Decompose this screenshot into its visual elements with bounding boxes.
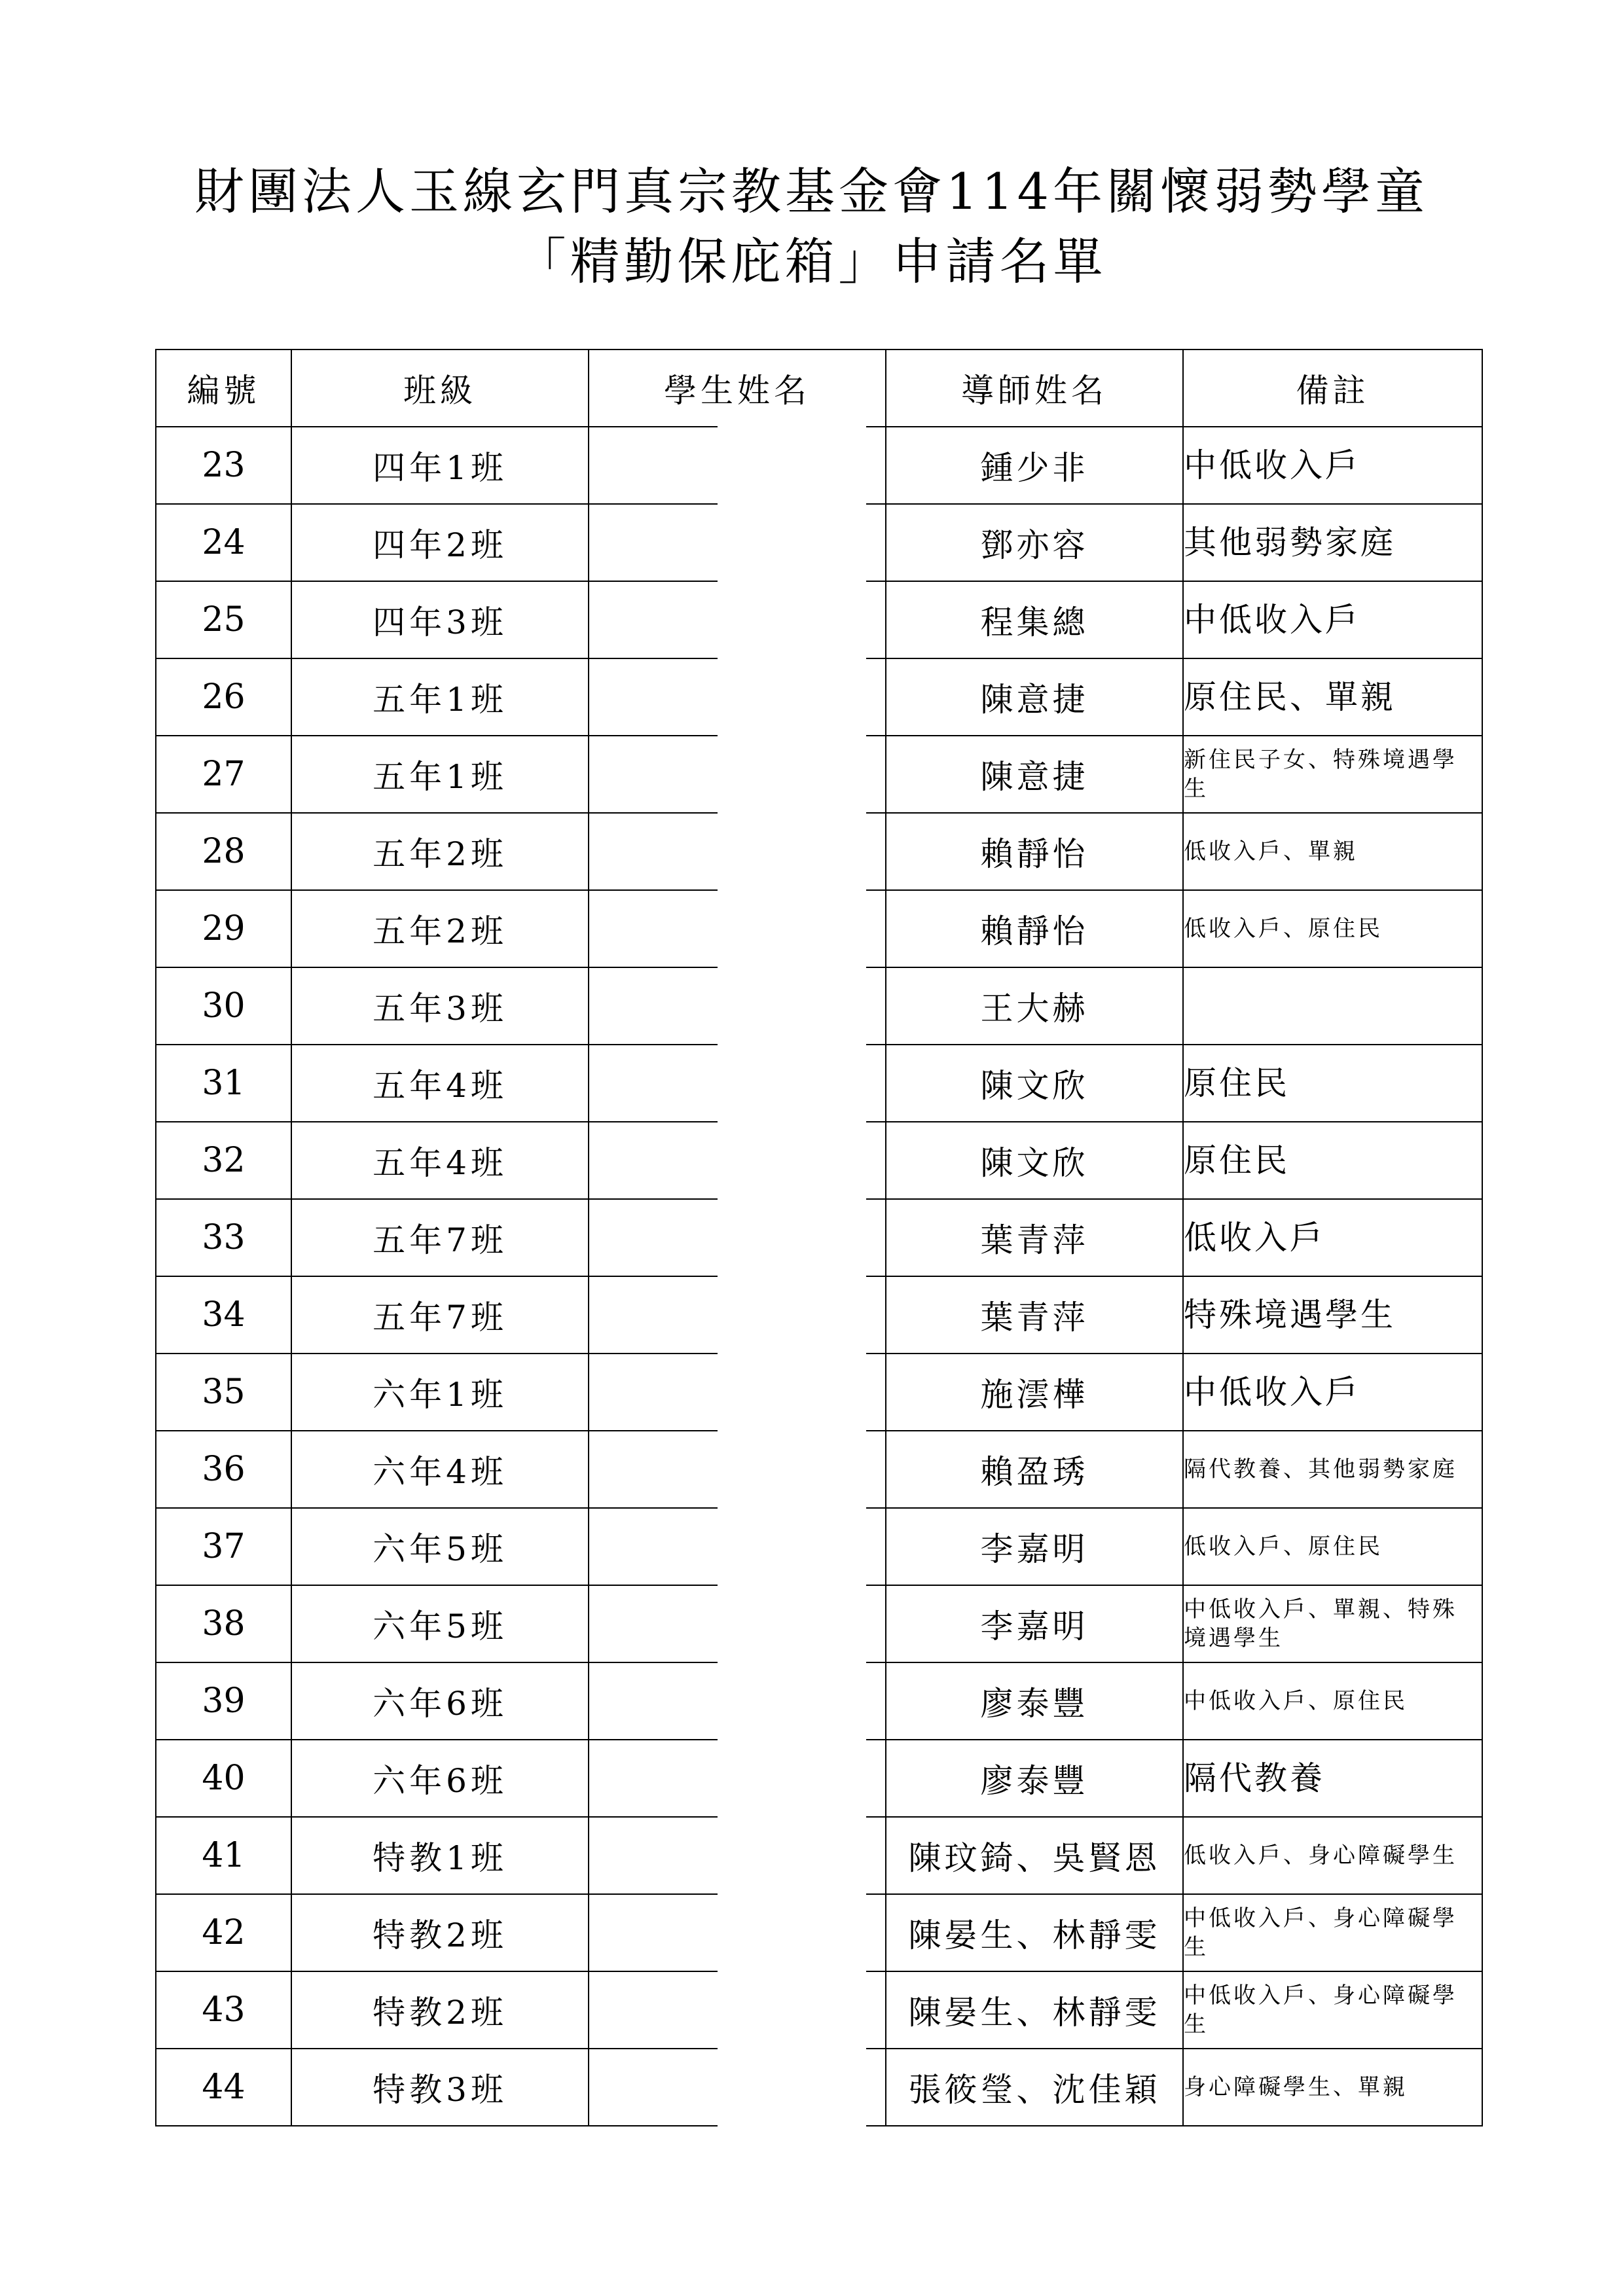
table-header-row bbox=[156, 350, 1482, 427]
row-teacher-name: 廖泰豐 bbox=[886, 1662, 1183, 1740]
row-remarks: 中低收入戶、原住民 bbox=[1183, 1662, 1482, 1740]
row-class: 六年5班 bbox=[291, 1508, 589, 1585]
row-class: 特教1班 bbox=[291, 1817, 589, 1894]
row-number: 25 bbox=[156, 581, 291, 658]
row-class: 五年2班 bbox=[291, 890, 589, 967]
row-remarks: 中低收入戶、單親、特殊境遇學生 bbox=[1183, 1585, 1482, 1662]
row-teacher-name: 鍾少非 bbox=[886, 427, 1183, 504]
row-teacher-name: 陳晏生、林靜雯 bbox=[886, 1971, 1183, 2049]
row-teacher-name: 李嘉明 bbox=[886, 1585, 1183, 1662]
row-teacher-name: 張筱瑩、沈佳穎 bbox=[886, 2049, 1183, 2126]
row-remarks: 中低收入戶、身心障礙學生 bbox=[1183, 1971, 1482, 2049]
row-class: 四年2班 bbox=[291, 504, 589, 581]
header-class: 班級 bbox=[291, 350, 589, 427]
row-class: 五年1班 bbox=[291, 658, 589, 736]
row-class: 六年5班 bbox=[291, 1585, 589, 1662]
row-remarks: 身心障礙學生、單親 bbox=[1183, 2049, 1482, 2126]
row-number: 29 bbox=[156, 890, 291, 967]
row-class: 特教2班 bbox=[291, 1894, 589, 1971]
row-teacher-name: 陳玟錡、吳賢恩 bbox=[886, 1817, 1183, 1894]
row-teacher-name: 賴靜怡 bbox=[886, 813, 1183, 890]
row-remarks: 低收入戶、身心障礙學生 bbox=[1183, 1817, 1482, 1894]
row-teacher-name: 賴盈琇 bbox=[886, 1431, 1183, 1508]
header-student-name: 學生姓名 bbox=[589, 350, 886, 427]
row-number: 31 bbox=[156, 1045, 291, 1122]
row-number: 44 bbox=[156, 2049, 291, 2126]
row-class: 四年3班 bbox=[291, 581, 589, 658]
row-number: 34 bbox=[156, 1276, 291, 1354]
row-class: 特教2班 bbox=[291, 1971, 589, 2049]
row-remarks: 新住民子女、特殊境遇學生 bbox=[1183, 736, 1482, 813]
row-number: 32 bbox=[156, 1122, 291, 1199]
row-class: 五年1班 bbox=[291, 736, 589, 813]
row-class: 五年2班 bbox=[291, 813, 589, 890]
header-teacher-name: 導師姓名 bbox=[886, 350, 1183, 427]
row-remarks: 低收入戶、原住民 bbox=[1183, 1508, 1482, 1585]
row-teacher-name: 鄧亦容 bbox=[886, 504, 1183, 581]
row-number: 24 bbox=[156, 504, 291, 581]
row-class: 六年6班 bbox=[291, 1662, 589, 1740]
row-teacher-name: 陳意捷 bbox=[886, 658, 1183, 736]
row-remarks: 低收入戶、單親 bbox=[1183, 813, 1482, 890]
row-class: 五年7班 bbox=[291, 1199, 589, 1276]
row-class: 五年7班 bbox=[291, 1276, 589, 1354]
row-remarks: 原住民 bbox=[1183, 1045, 1482, 1122]
row-class: 五年4班 bbox=[291, 1045, 589, 1122]
row-number: 26 bbox=[156, 658, 291, 736]
redaction-block bbox=[718, 425, 866, 2128]
row-teacher-name: 陳晏生、林靜雯 bbox=[886, 1894, 1183, 1971]
row-teacher-name: 施澐樺 bbox=[886, 1354, 1183, 1431]
row-class: 特教3班 bbox=[291, 2049, 589, 2126]
row-number: 37 bbox=[156, 1508, 291, 1585]
row-remarks: 原住民、單親 bbox=[1183, 658, 1482, 736]
row-teacher-name: 廖泰豐 bbox=[886, 1740, 1183, 1817]
row-class: 六年6班 bbox=[291, 1740, 589, 1817]
row-teacher-name: 王大赫 bbox=[886, 967, 1183, 1045]
row-class: 五年4班 bbox=[291, 1122, 589, 1199]
row-number: 30 bbox=[156, 967, 291, 1045]
row-class: 四年1班 bbox=[291, 427, 589, 504]
row-teacher-name: 陳文欣 bbox=[886, 1122, 1183, 1199]
row-number: 41 bbox=[156, 1817, 291, 1894]
row-number: 39 bbox=[156, 1662, 291, 1740]
row-number: 42 bbox=[156, 1894, 291, 1971]
document-title-line-2: 「精勤保庇箱」申請名單 bbox=[516, 232, 1107, 291]
row-remarks: 其他弱勢家庭 bbox=[1183, 504, 1482, 581]
row-number: 38 bbox=[156, 1585, 291, 1662]
row-remarks: 低收入戶、原住民 bbox=[1183, 890, 1482, 967]
row-remarks: 低收入戶 bbox=[1183, 1199, 1482, 1276]
row-teacher-name: 葉青萍 bbox=[886, 1199, 1183, 1276]
row-remarks: 原住民 bbox=[1183, 1122, 1482, 1199]
row-number: 40 bbox=[156, 1740, 291, 1817]
row-remarks: 中低收入戶、身心障礙學生 bbox=[1183, 1894, 1482, 1971]
row-remarks: 中低收入戶 bbox=[1183, 1354, 1482, 1431]
row-teacher-name: 陳文欣 bbox=[886, 1045, 1183, 1122]
row-class: 六年4班 bbox=[291, 1431, 589, 1508]
row-number: 28 bbox=[156, 813, 291, 890]
row-remarks: 中低收入戶 bbox=[1183, 427, 1482, 504]
row-number: 27 bbox=[156, 736, 291, 813]
row-remarks: 隔代教養、其他弱勢家庭 bbox=[1183, 1431, 1482, 1508]
row-number: 43 bbox=[156, 1971, 291, 2049]
row-teacher-name: 程集總 bbox=[886, 581, 1183, 658]
header-remarks: 備註 bbox=[1183, 350, 1482, 427]
row-teacher-name: 葉青萍 bbox=[886, 1276, 1183, 1354]
row-number: 33 bbox=[156, 1199, 291, 1276]
row-number: 36 bbox=[156, 1431, 291, 1508]
row-class: 六年1班 bbox=[291, 1354, 589, 1431]
row-number: 35 bbox=[156, 1354, 291, 1431]
document-title-line-1: 財團法人玉線玄門真宗教基金會114年關懷弱勢學童 bbox=[194, 162, 1429, 221]
row-number: 23 bbox=[156, 427, 291, 504]
row-class: 五年3班 bbox=[291, 967, 589, 1045]
row-remarks: 中低收入戶 bbox=[1183, 581, 1482, 658]
row-teacher-name: 李嘉明 bbox=[886, 1508, 1183, 1585]
header-number: 編號 bbox=[156, 350, 291, 427]
row-remarks bbox=[1183, 967, 1482, 1045]
row-teacher-name: 賴靜怡 bbox=[886, 890, 1183, 967]
row-remarks: 隔代教養 bbox=[1183, 1740, 1482, 1817]
row-remarks: 特殊境遇學生 bbox=[1183, 1276, 1482, 1354]
row-teacher-name: 陳意捷 bbox=[886, 736, 1183, 813]
